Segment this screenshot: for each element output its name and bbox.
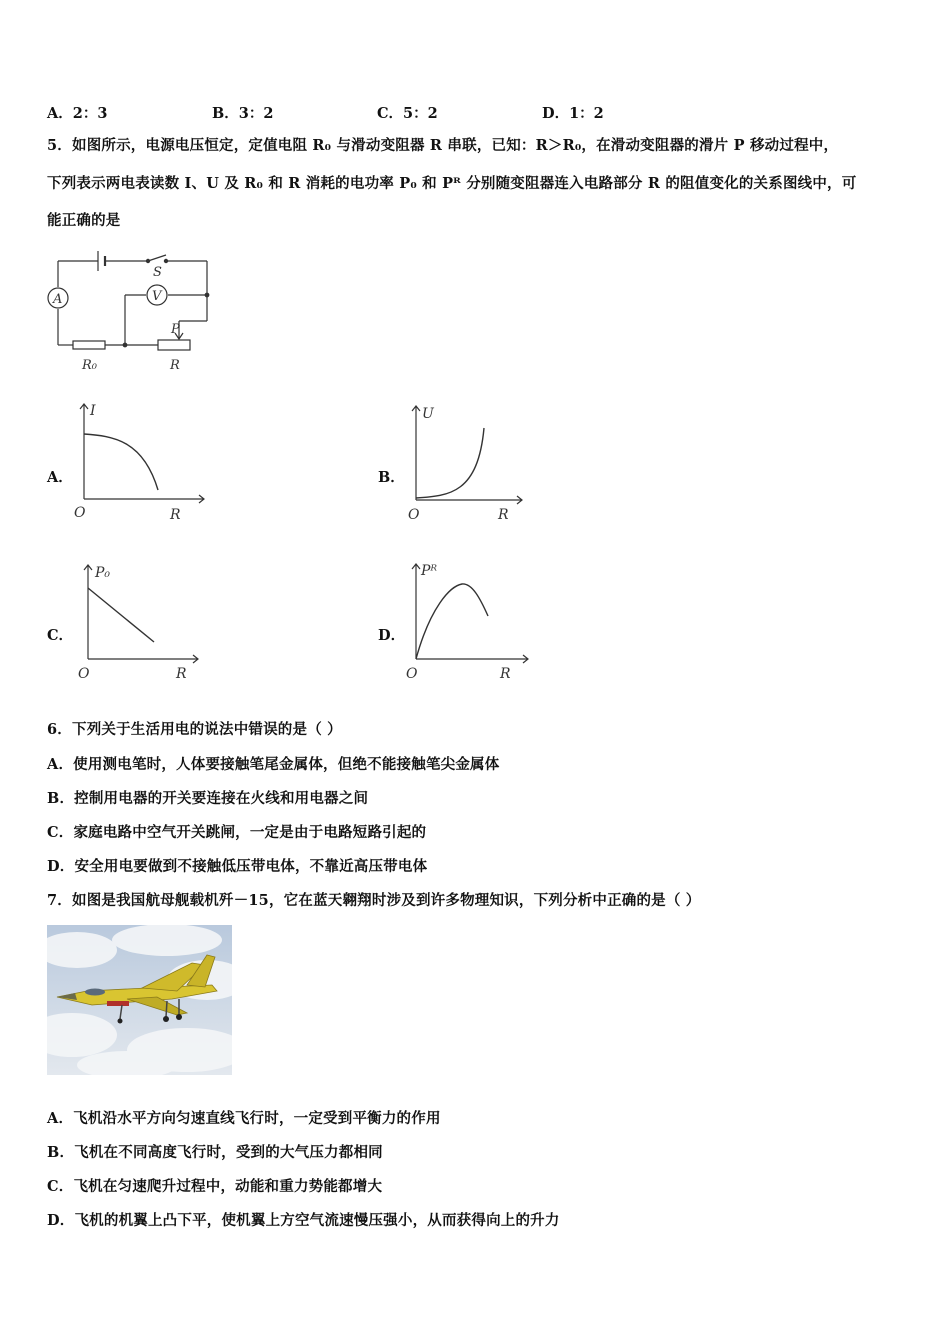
q6-option-c[interactable]: C．家庭电路中空气开关跳闸，一定是由于电路短路引起的 <box>47 824 427 841</box>
q7-option-b[interactable]: B．飞机在不同高度飞行时，受到的大气压力都相同 <box>47 1144 383 1161</box>
q4-option-a[interactable]: A．2：3 <box>47 105 108 122</box>
graph-c-xlabel: R <box>176 666 187 682</box>
switch-label: S <box>153 265 162 280</box>
graph-b-origin: O <box>408 507 420 523</box>
ammeter-label: A <box>53 292 63 307</box>
r-label: R <box>170 358 180 373</box>
graph-b-ylabel: U <box>422 406 434 422</box>
q4-option-d[interactable]: D．1：2 <box>542 105 604 122</box>
graph-a[interactable] <box>68 398 208 526</box>
graph-b-xlabel: R <box>498 507 509 523</box>
r0-resistor <box>73 341 105 349</box>
switch-blade <box>148 255 166 261</box>
q6-option-a[interactable]: A．使用测电笔时，人体要接触笔尾金属体，但绝不能接触笔尖金属体 <box>47 756 500 773</box>
q4-option-c[interactable]: C．5：2 <box>377 105 438 122</box>
q7-option-d[interactable]: D．飞机的机翼上凸下平，使机翼上方空气流速慢压强小，从而获得向上的升力 <box>47 1212 560 1229</box>
graph-c[interactable] <box>70 560 205 685</box>
q7-option-a[interactable]: A．飞机沿水平方向匀速直线飞行时，一定受到平衡力的作用 <box>47 1110 441 1127</box>
q7-question: 7．如图是我国航母舰载机歼－15，它在蓝天翱翔时涉及到许多物理知识，下列分析中正确的是（ ） <box>47 892 701 909</box>
slider-label: P <box>171 322 180 337</box>
r0-label: R₀ <box>82 358 97 373</box>
graph-d-xlabel: R <box>500 666 511 682</box>
graph-c-line <box>88 588 154 642</box>
graph-d-origin: O <box>406 666 418 682</box>
graph-b-curve <box>416 428 484 498</box>
graph-d-ylabel: Pᴿ <box>421 563 438 579</box>
graph-d-curve <box>416 584 488 659</box>
graph-b[interactable] <box>400 398 530 526</box>
q5-text-line3: 能正确的是 <box>47 212 121 229</box>
q5-option-c-label[interactable]: C． <box>47 627 74 644</box>
q5-option-a-label[interactable]: A． <box>47 469 73 486</box>
q6-question: 6．下列关于生活用电的说法中错误的是（ ） <box>47 721 342 738</box>
q5-text-line1: 5．如图所示，电源电压恒定，定值电阻 R₀ 与滑动变阻器 R 串联，已知：R＞R₀，在滑动变阻器的滑片 P 移动过程中， <box>47 137 839 154</box>
rheostat-r <box>158 340 190 350</box>
q5-option-d-label[interactable]: D． <box>378 627 406 644</box>
voltmeter-label: V <box>152 289 162 304</box>
q7-option-c[interactable]: C．飞机在匀速爬升过程中，动能和重力势能都增大 <box>47 1178 383 1195</box>
graph-a-origin: O <box>74 505 86 521</box>
graph-a-ylabel: I <box>90 403 96 419</box>
graph-a-xlabel: R <box>170 507 181 523</box>
circuit-diagram <box>40 245 220 375</box>
q6-option-b[interactable]: B．控制用电器的开关要连接在火线和用电器之间 <box>47 790 369 807</box>
q4-option-b[interactable]: B．3：2 <box>212 105 274 122</box>
q5-text-line2: 下列表示两电表读数 I、U 及 R₀ 和 R 消耗的电功率 P₀ 和 Pᴿ 分别随变阻器连入电路部分 R 的阻值变化的关系图线中，可 <box>47 175 857 192</box>
j15-fighter-jet-image <box>47 925 232 1075</box>
graph-c-ylabel: P₀ <box>95 565 111 581</box>
graph-c-origin: O <box>78 666 90 682</box>
graph-d[interactable] <box>400 558 535 685</box>
q5-option-b-label[interactable]: B． <box>378 469 405 486</box>
q6-option-d[interactable]: D．安全用电要做到不接触低压带电体，不靠近高压带电体 <box>47 858 428 875</box>
graph-a-curve <box>84 434 158 490</box>
